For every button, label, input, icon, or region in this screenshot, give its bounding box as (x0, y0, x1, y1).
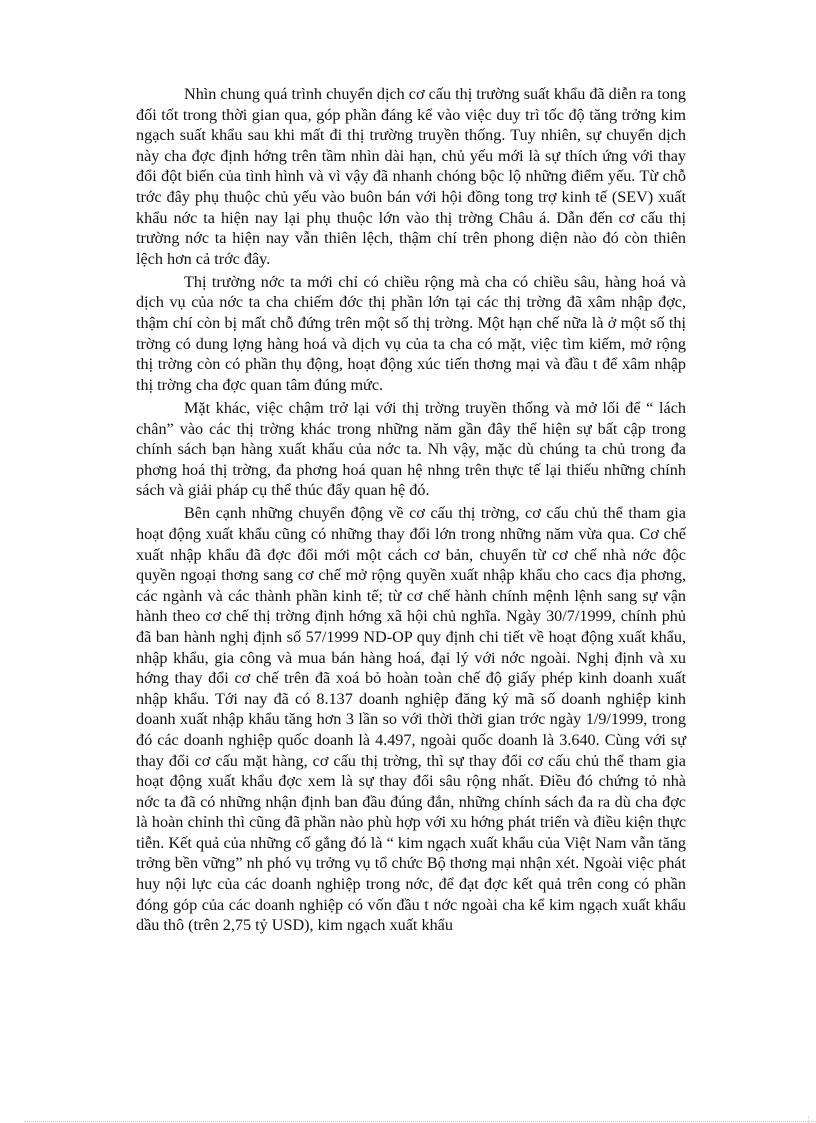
document-body (136, 84, 686, 938)
paragraph-2: Thị trường nớc ta mới chỉ có chiều rộng mà cha có chiều sâu, hàng hoá và dịch vụ của nớc ta cha chiếm đớc thị phần lớn tại các thị trờng đã xâm nhập đợc, thậm chí còn bị mất chỗ đứng trên một số thị trờng. Một hạn chế nữa là ở một số thị trờng có dung lợng hàng hoá và dịch vụ của ta cha có mặt, việc tìm kiếm, mở rộng thị trờng còn có phần thụ động, hoạt động xúc tiến thơng mại và đầu t để xâm nhập thị trờng cha đợc quan tâm đúng mức. (136, 272, 686, 394)
page-bottom-dotted-rule (24, 1121, 816, 1122)
page-corner-mark (808, 1116, 810, 1123)
paragraph-1: Nhìn chung quá trình chuyển dịch cơ cấu thị trường suất khẩu đã diễn ra tong đối tốt trong thời gian qua, góp phần đáng kể vào việc duy trì tốc độ tăng trởng kim ngạch suất khẩu sau khi mất đi thị trường truyền thống. Tuy nhiên, sự chuyển dịch này cha đợc định hớng trên tầm nhìn dài hạn, chủ yếu mới là sự thích ứng với thay đổi đột biến của tình hình và vì vậy đã nhanh chóng bộc lộ những điểm yếu. Từ chỗ trớc đây phụ thuộc chủ yếu vào buôn bán với hội đồng tong trợ kinh tế (SEV) xuất khẩu nớc ta hiện nay lại phụ thuộc lớn vào thị trờng Châu á. Dẫn đến cơ cấu thị trường nớc ta hiện nay vẫn thiên lệch, thậm chí trên phong diện nào đó còn thiên lệch hơn cả trớc đây. (136, 85, 686, 268)
paragraph-3: Mặt khác, việc chậm trở lại với thị trờng truyền thống và mở lối để “ lách chân” vào các thị trờng khác trong những năm gần đây thể hiện sự bất cập trong chính sách bạn hàng xuất khẩu của nớc ta. Nh vậy, mặc dù chúng ta chủ trong đa phơng hoá thị trờng, đa phơng hoá quan hệ nhng trên thực tế lại thiếu những chính sách và giải pháp cụ thể thúc đẩy quan hệ đó. (136, 398, 686, 500)
paragraph-4: Bên cạnh những chuyển động về cơ cấu thị trờng, cơ cấu chủ thể tham gia hoạt động xuất khẩu cũng có những thay đổi lớn trong những năm vừa qua. Cơ chế xuất nhập khẩu đã đợc đổi mới một cách cơ bản, chuyển từ cơ chế nhà nớc độc quyền ngoại thơng sang cơ chế mở rộng quyền xuất nhập khẩu cho cacs địa phơng, các ngành và các thành phần kinh tế; từ cơ chế hành chính mệnh lệnh sang sự vận hành theo cơ chế thị trờng định hớng xã hội chủ nghĩa. Ngày 30/7/1999, chính phủ đã ban hành nghị định số 57/1999 ND-OP quy định chi tiết về hoạt động xuất khẩu, nhập khẩu, gia công và mua bán hàng hoá, đại lý với nớc ngoài. Nghị định và xu hớng thay đổi cơ chế trên đã xoá bỏ hoàn toàn chế độ giấy phép kinh doanh xuất nhập khẩu. Tới nay đã có 8.137 doanh nghiệp đăng ký mã số doanh nghiệp kinh doanh xuất nhập khẩu tăng hơn 3 lần so với thời thời gian trớc ngày 1/9/1999, trong đó các doanh nghiệp quốc doanh là 4.497, ngoài quốc doanh là 3.640. Cùng với sự thay đổi cơ cấu mặt hàng, cơ cấu thị trờng, thì sự thay đổi cơ cấu chủ thể tham gia hoạt động xuất khẩu đợc xem là sự thay đổi sâu rộng nhất. Điều đó chứng tỏ nhà nớc ta đã có những nhận định ban đầu đúng đắn, những chính sách đa ra dù cha đợc là hoàn chỉnh thì cũng đã phần nào phù hợp với xu hớng phát triển và điều kiện thực tiễn. Kết quả của những cố gắng đó là “ kim ngạch xuất khẩu của Việt Nam vẫn tăng trởng bền vững” nh phó vụ trởng vụ tổ chức Bộ thơng mại nhận xét. Ngoài việc phát huy nội lực của các doanh nghiệp trong nớc, để đạt đợc kết quả trên cong có phần đóng góp của các doanh nghiệp có vốn đầu t nớc ngoài cha kể kim ngạch xuất khẩu dầu thô (trên 2,75 tỷ USD), kim ngạch xuất khẩu (136, 504, 686, 935)
